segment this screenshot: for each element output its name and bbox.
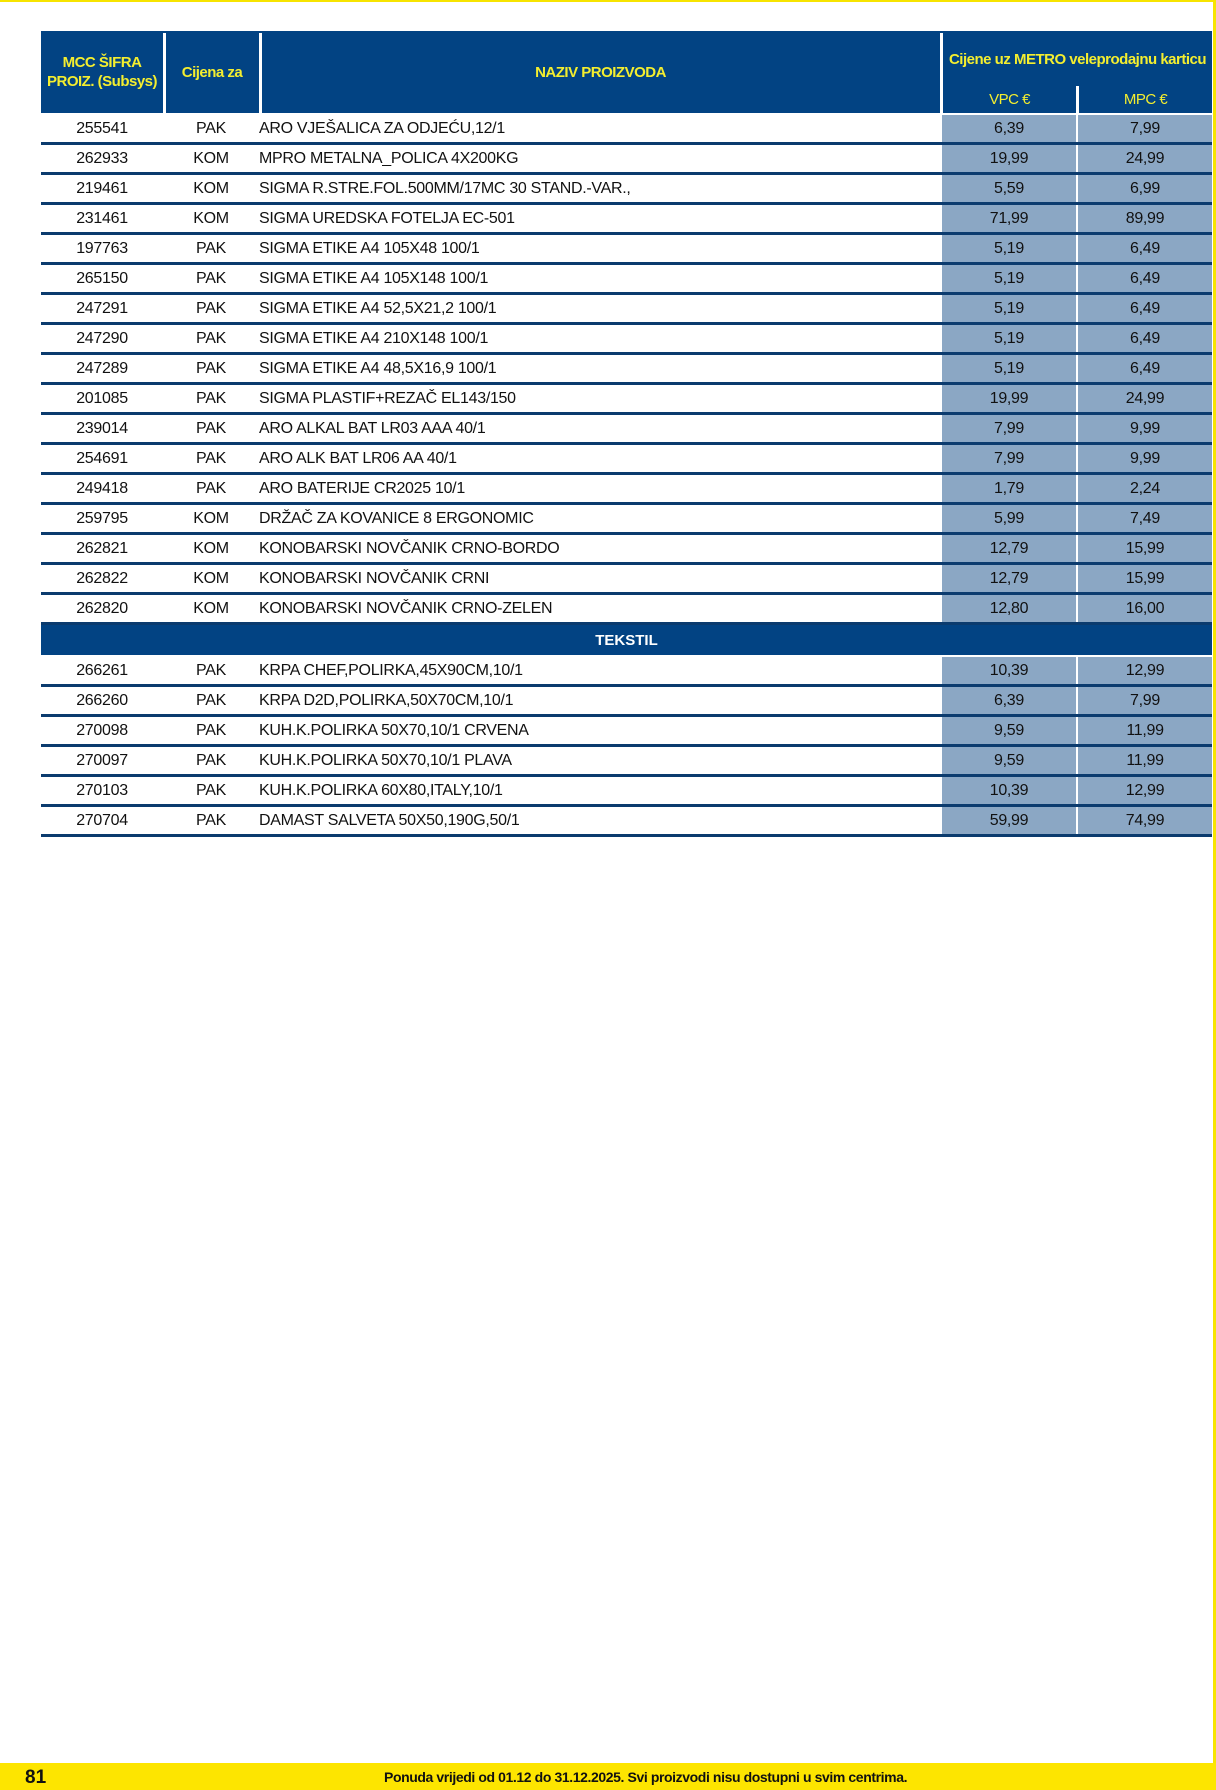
table-row — [41, 205, 1212, 235]
mpc-price: 6,49 — [1078, 295, 1212, 322]
vpc-price: 5,19 — [942, 265, 1076, 292]
vpc-price: 5,19 — [942, 325, 1076, 352]
price-unit: KOM — [193, 149, 229, 167]
product-name: ARO VJEŠALICA ZA ODJEĆU,12/1 — [259, 119, 505, 137]
table-row — [41, 657, 1212, 687]
vpc-price: 59,99 — [942, 807, 1076, 834]
footer-note: Ponuda vrijedi od 01.12 do 31.12.2025. Svi proizvodi nisu dostupni u svim centrima. — [384, 1769, 908, 1785]
price-unit: PAK — [196, 269, 226, 287]
product-code: 254691 — [76, 449, 128, 467]
vpc-price: 7,99 — [942, 445, 1076, 472]
product-code: 247291 — [76, 299, 128, 317]
mpc-price: 2,24 — [1078, 475, 1212, 502]
product-code: 255541 — [76, 119, 128, 137]
mpc-price: 6,49 — [1078, 235, 1212, 262]
table-row — [41, 385, 1212, 415]
product-name: SIGMA PLASTIF+REZAČ EL143/150 — [259, 389, 516, 407]
product-name: MPRO METALNA_POLICA 4X200KG — [259, 149, 519, 167]
vpc-price: 12,79 — [942, 565, 1076, 592]
price-unit: KOM — [193, 539, 229, 557]
mpc-price: 9,99 — [1078, 415, 1212, 442]
mpc-price: 6,49 — [1078, 355, 1212, 382]
table-body-main — [41, 115, 1212, 625]
vpc-price: 12,80 — [942, 595, 1076, 622]
top-border — [0, 0, 1216, 2]
vpc-price: 5,99 — [942, 505, 1076, 532]
product-code: 270098 — [76, 721, 128, 739]
price-table — [41, 31, 1212, 837]
product-code: 262821 — [76, 539, 128, 557]
table-row — [41, 295, 1212, 325]
mpc-price: 6,49 — [1078, 325, 1212, 352]
table-row — [41, 687, 1212, 717]
product-name: SIGMA ETIKE A4 52,5X21,2 100/1 — [259, 299, 497, 317]
mpc-price: 7,99 — [1078, 687, 1212, 714]
price-unit: PAK — [196, 299, 226, 317]
price-unit: KOM — [193, 569, 229, 587]
mpc-price: 12,99 — [1078, 777, 1212, 804]
mpc-price: 12,99 — [1078, 657, 1212, 684]
table-row — [41, 747, 1212, 777]
price-unit: PAK — [196, 479, 226, 497]
product-code: 270103 — [76, 781, 128, 799]
product-name: SIGMA R.STRE.FOL.500MM/17MC 30 STAND.-VAR., — [259, 179, 631, 197]
vpc-price: 12,79 — [942, 535, 1076, 562]
product-name: KRPA D2D,POLIRKA,50X70CM,10/1 — [259, 691, 514, 709]
price-unit: PAK — [196, 329, 226, 347]
mpc-price: 89,99 — [1078, 205, 1212, 232]
product-name: KUH.K.POLIRKA 60X80,ITALY,10/1 — [259, 781, 503, 799]
product-code: 247290 — [76, 329, 128, 347]
product-code: 197763 — [76, 239, 128, 257]
price-unit: PAK — [196, 449, 226, 467]
product-code: 270704 — [76, 811, 128, 829]
product-name: SIGMA ETIKE A4 105X48 100/1 — [259, 239, 480, 257]
product-code: 219461 — [76, 179, 128, 197]
product-name: KONOBARSKI NOVČANIK CRNO-ZELEN — [259, 599, 553, 617]
vpc-price: 10,39 — [942, 657, 1076, 684]
table-row — [41, 235, 1212, 265]
table-row — [41, 415, 1212, 445]
product-name: SIGMA ETIKE A4 210X148 100/1 — [259, 329, 489, 347]
header-price-group: Cijene uz METRO veleprodajnu karticu — [948, 50, 1207, 68]
price-unit: PAK — [196, 721, 226, 739]
vpc-price: 7,99 — [942, 415, 1076, 442]
table-row — [41, 145, 1212, 175]
product-name: DAMAST SALVETA 50X50,190G,50/1 — [259, 811, 520, 829]
table-row — [41, 807, 1212, 837]
price-unit: KOM — [193, 209, 229, 227]
table-row — [41, 475, 1212, 505]
price-unit: PAK — [196, 811, 226, 829]
mpc-price: 7,49 — [1078, 505, 1212, 532]
vpc-price: 71,99 — [942, 205, 1076, 232]
price-unit: PAK — [196, 661, 226, 679]
product-code: 262822 — [76, 569, 128, 587]
table-header — [41, 31, 1212, 113]
price-unit: PAK — [196, 419, 226, 437]
vpc-price: 9,59 — [942, 717, 1076, 744]
vpc-price: 6,39 — [942, 115, 1076, 142]
product-name: SIGMA UREDSKA FOTELJA EC-501 — [259, 209, 515, 227]
mpc-price: 11,99 — [1078, 717, 1212, 744]
price-unit: PAK — [196, 359, 226, 377]
product-code: 262820 — [76, 599, 128, 617]
product-code: 265150 — [76, 269, 128, 287]
product-code: 239014 — [76, 419, 128, 437]
mpc-price: 6,99 — [1078, 175, 1212, 202]
product-name: ARO ALKAL BAT LR03 AAA 40/1 — [259, 419, 486, 437]
table-row — [41, 445, 1212, 475]
vpc-price: 1,79 — [942, 475, 1076, 502]
table-row — [41, 355, 1212, 385]
product-code: 262933 — [76, 149, 128, 167]
vpc-price: 5,19 — [942, 235, 1076, 262]
product-name: KONOBARSKI NOVČANIK CRNO-BORDO — [259, 539, 560, 557]
vpc-price: 5,19 — [942, 355, 1076, 382]
mpc-price: 6,49 — [1078, 265, 1212, 292]
price-unit: PAK — [196, 691, 226, 709]
price-unit: KOM — [193, 599, 229, 617]
mpc-price: 9,99 — [1078, 445, 1212, 472]
product-code: 231461 — [76, 209, 128, 227]
price-unit: PAK — [196, 389, 226, 407]
product-name: SIGMA ETIKE A4 105X148 100/1 — [259, 269, 489, 287]
table-row — [41, 535, 1212, 565]
header-vpc: VPC € — [989, 91, 1030, 108]
product-code: 249418 — [76, 479, 128, 497]
product-code: 259795 — [76, 509, 128, 527]
vpc-price: 19,99 — [942, 385, 1076, 412]
price-unit: KOM — [193, 179, 229, 197]
vpc-price: 6,39 — [942, 687, 1076, 714]
price-unit: PAK — [196, 119, 226, 137]
price-unit: PAK — [196, 781, 226, 799]
footer-bar — [0, 1763, 1216, 1790]
mpc-price: 7,99 — [1078, 115, 1212, 142]
product-code: 270097 — [76, 751, 128, 769]
product-code: 266260 — [76, 691, 128, 709]
mpc-price: 15,99 — [1078, 565, 1212, 592]
table-row — [41, 265, 1212, 295]
section-header-tekstil: TEKSTIL — [41, 625, 1212, 655]
vpc-price: 5,59 — [942, 175, 1076, 202]
product-name: KRPA CHEF,POLIRKA,45X90CM,10/1 — [259, 661, 523, 679]
table-row — [41, 777, 1212, 807]
table-row — [41, 717, 1212, 747]
price-unit: KOM — [193, 509, 229, 527]
header-name: NAZIV PROIZVODA — [535, 63, 666, 81]
page-number: 81 — [25, 1767, 47, 1788]
mpc-price: 15,99 — [1078, 535, 1212, 562]
price-unit: PAK — [196, 751, 226, 769]
product-name: SIGMA ETIKE A4 48,5X16,9 100/1 — [259, 359, 497, 377]
mpc-price: 74,99 — [1078, 807, 1212, 834]
price-unit: PAK — [196, 239, 226, 257]
vpc-price: 10,39 — [942, 777, 1076, 804]
product-name: KUH.K.POLIRKA 50X70,10/1 CRVENA — [259, 721, 529, 739]
product-name: DRŽAČ ZA KOVANICE 8 ERGONOMIC — [259, 509, 534, 527]
product-code: 247289 — [76, 359, 128, 377]
table-row — [41, 565, 1212, 595]
mpc-price: 24,99 — [1078, 385, 1212, 412]
product-code: 201085 — [76, 389, 128, 407]
header-mpc: MPC € — [1123, 91, 1168, 108]
mpc-price: 24,99 — [1078, 145, 1212, 172]
product-name: KONOBARSKI NOVČANIK CRNI — [259, 569, 490, 587]
vpc-price: 9,59 — [942, 747, 1076, 774]
vpc-price: 19,99 — [942, 145, 1076, 172]
vpc-price: 5,19 — [942, 295, 1076, 322]
table-row — [41, 325, 1212, 355]
product-code: 266261 — [76, 661, 128, 679]
header-code: MCC ŠIFRA PROIZ. (Subsys) — [46, 54, 158, 90]
mpc-price: 11,99 — [1078, 747, 1212, 774]
table-row — [41, 505, 1212, 535]
table-row — [41, 595, 1212, 625]
product-name: KUH.K.POLIRKA 50X70,10/1 PLAVA — [259, 751, 512, 769]
product-name: ARO ALK BAT LR06 AA 40/1 — [259, 449, 457, 467]
header-unit: Cijena za — [181, 63, 243, 81]
table-body-tekstil — [41, 657, 1212, 837]
mpc-price: 16,00 — [1078, 595, 1212, 622]
product-name: ARO BATERIJE CR2025 10/1 — [259, 479, 465, 497]
table-row — [41, 115, 1212, 145]
table-row — [41, 175, 1212, 205]
